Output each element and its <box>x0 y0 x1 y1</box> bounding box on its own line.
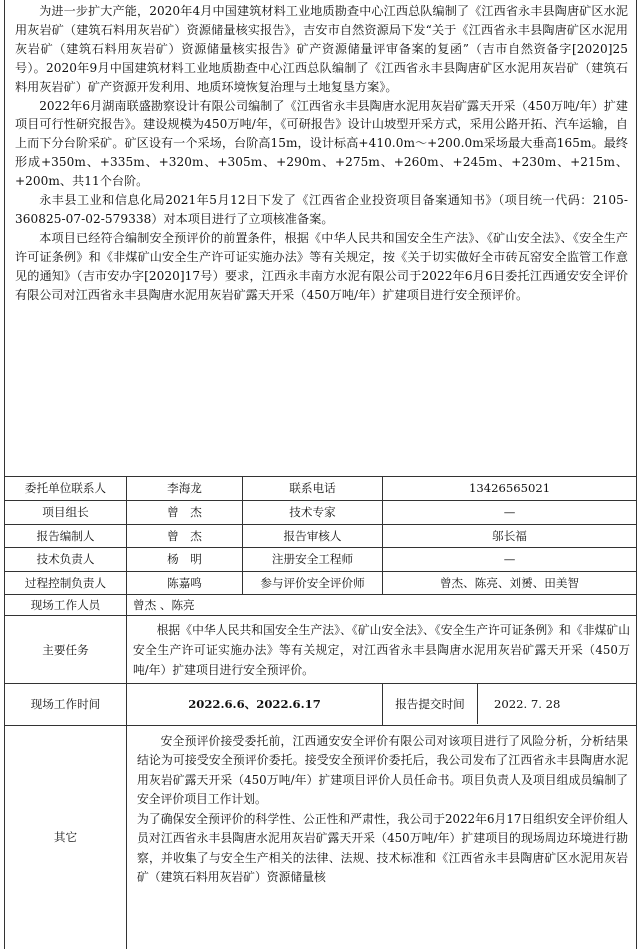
background-paragraph: 本项目已经符合编制安全预评价的前置条件，根据《中华人民共和国安全生产法》、《矿山安全法》、《安全生产许可证条例》和《非煤矿山安全生产许可证实施办法》等有关规定，按《关于切实做好全市砖瓦窑安全监管工作意见的通知》（吉市安办字[2020]17号）要求，江西永丰南方水泥有限公司于2022年6月6日委托江西通安安全评价有限公司对江西省永丰县陶唐水泥用灰岩矿露天开采（450万吨/年）扩建项目进行安全预评价。 <box>15 230 629 302</box>
tech-expert-label: 技术专家 <box>243 501 383 524</box>
other-paragraph: 安全预评价接受委托前，江西通安安全评价有限公司对该项目进行了风险分析，分析结果结论为可接受安全预评价委托。接受安全预评价委托后，我公司发布了江西省永丰县陶唐水泥用灰岩矿露天开采（450万吨/年）扩建项目评价人员任命书。项目负责人及项目组成员编制了安全评价项目工作计划。 <box>137 733 629 807</box>
client-contact-row <box>5 476 637 501</box>
phone-value: 13426565021 <box>383 476 637 501</box>
evaluation-info-table <box>4 0 637 949</box>
site-staff-label: 现场工作人员 <box>5 594 127 615</box>
team-leader-label: 项目组长 <box>5 501 127 524</box>
site-staff-row <box>5 594 637 615</box>
other-row <box>5 725 637 949</box>
report-writer-row <box>5 524 637 547</box>
process-lead-label: 过程控制负责人 <box>5 571 127 594</box>
tech-lead-label: 技术负责人 <box>5 548 127 571</box>
site-time-row <box>5 683 637 725</box>
process-lead-row <box>5 571 637 594</box>
main-task-text: 根据《中华人民共和国安全生产法》、《矿山安全法》、《安全生产许可证条例》和《非煤矿山安全生产许可证实施办法》等有关规定，对江西省永丰县陶唐水泥用灰岩矿露天开采（450万吨/年）扩建项目进行安全预评价。 <box>133 622 631 677</box>
site-time-label: 现场工作时间 <box>5 683 127 725</box>
submit-time-cell <box>383 683 637 725</box>
tech-lead-row <box>5 548 637 571</box>
other-label: 其它 <box>5 725 127 949</box>
submit-time-value: 2022. 7. 28 <box>494 697 561 712</box>
team-leader-name: 曾 杰 <box>127 501 243 524</box>
main-task-cell <box>127 616 637 683</box>
evaluator-names: 曾杰、陈亮、刘赟、田美智 <box>383 571 637 594</box>
client-contact-label: 委托单位联系人 <box>5 476 127 501</box>
report-writer-name: 曾 杰 <box>127 524 243 547</box>
tech-expert-value: — <box>383 501 637 524</box>
report-reviewer-label: 报告审核人 <box>243 524 383 547</box>
main-task-label: 主要任务 <box>5 616 127 683</box>
phone-label: 联系电话 <box>243 476 383 501</box>
evaluator-label: 参与评价安全评价师 <box>243 571 383 594</box>
other-cell <box>127 725 637 949</box>
main-task-row <box>5 616 637 683</box>
report-writer-label: 报告编制人 <box>5 524 127 547</box>
tech-lead-name: 杨 明 <box>127 548 243 571</box>
background-paragraph: 为进一步扩大产能，2020年4月中国建筑材料工业地质勘查中心江西总队编制了《江西省永丰县陶唐矿区水泥用灰岩矿（建筑石料用灰岩矿）资源储量核实报告》，吉安市自然资源局下发“关于《江西省永丰县陶唐矿区水泥用灰岩矿（建筑石料用灰岩矿）资源储量核实报告》矿产资源储量评审备案的复函”（吉市自然资备字[2020]25号）。2020年9月中国建筑材料工业地质勘查中心江西总队编制了《江西省永丰县陶唐矿区水泥用灰岩矿（建筑石料用灰岩矿）矿产资源开发利用、地质环境恢复治理与土地复垦方案》。 <box>15 4 629 94</box>
site-staff-value: 曾杰 、陈亮 <box>127 594 637 615</box>
submit-time-label: 报告提交时间 <box>383 684 478 724</box>
safety-engineer-label: 注册安全工程师 <box>243 548 383 571</box>
safety-engineer-value: — <box>383 548 637 571</box>
background-row <box>5 0 637 476</box>
process-lead-name: 陈嘉鸣 <box>127 571 243 594</box>
project-background-cell <box>5 0 637 476</box>
background-paragraph: 永丰县工业和信息化局2021年5月12日下发了《江西省企业投资项目备案通知书》（项目统一代码：2105-360825-07-02-579338）对本项目进行了立项核准备案。 <box>15 193 629 226</box>
report-reviewer-name: 邬长福 <box>383 524 637 547</box>
team-leader-row <box>5 501 637 524</box>
background-paragraph: 2022年6月湖南联盛勘察设计有限公司编制了《江西省永丰县陶唐水泥用灰岩矿露天开采（450万吨/年）扩建项目可行性研究报告》。建设规模为450万吨/年，《可研报告》设计山坡型开采方式，采用公路开拓、汽车运输，自上而下分台阶采矿。矿区设有一个采场，台阶高15m，设计标高+410.0m～+200.0m采场最大垂高165m。最终形成+350m、+335m、+320m、+305m、+290m、+275m、+260m、+245m、+230m、+215m、+200m、共11个台阶。 <box>15 98 629 189</box>
other-paragraph: 为了确保安全预评价的科学性、公正性和严肃性，我公司于2022年6月17日组织安全评价组人员对江西省永丰县陶唐水泥用灰岩矿露天开采（450万吨/年）扩建项目的现场周边环境进行勘察，并收集了与安全生产相关的法律、法规、技术标准和《江西省永丰县陶唐矿区水泥用灰岩矿（建筑石料用灰岩矿）资源储量核 <box>137 811 629 885</box>
site-time-value: 2022.6.6、2022.6.17 <box>127 683 383 725</box>
client-contact-name: 李海龙 <box>127 476 243 501</box>
